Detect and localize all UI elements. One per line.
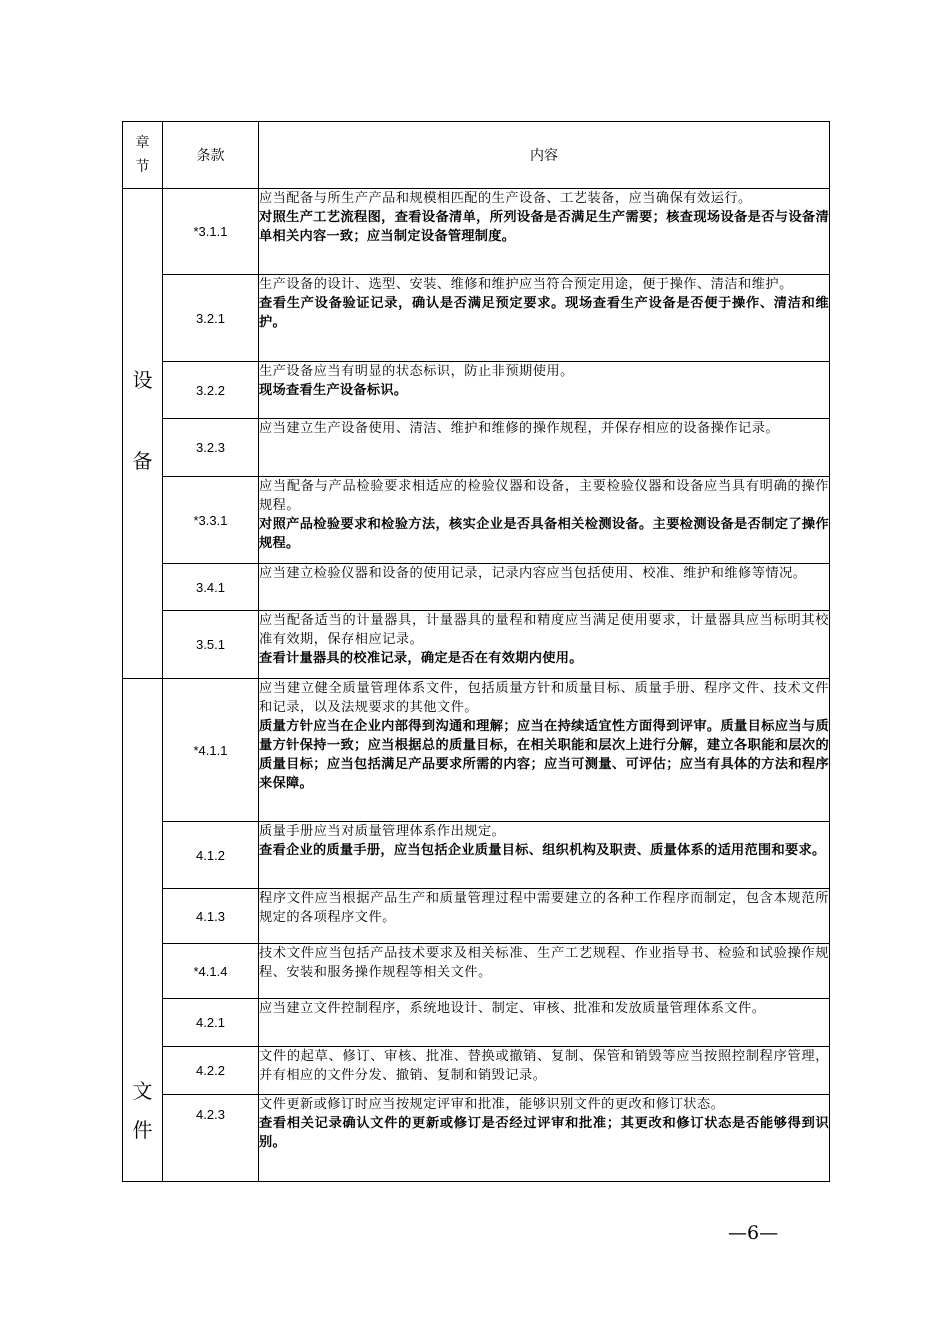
- clause-content: [259, 822, 830, 889]
- header-row: [123, 122, 830, 189]
- clause-number: 3.5.1: [163, 611, 259, 679]
- table-row: [123, 1095, 830, 1182]
- table-row: [123, 999, 830, 1047]
- check-text: 质量方针应当在企业内部得到沟通和理解；应当在持续适宜性方面得到评审。质量目标应当与质量方针保持一致；应当根据总的质量目标，在相关职能和层次上进行分解，建立各职能和层次的质量目标；应当包括满足产品要求所需的内容；应当可测量、可评估；应当有具体的方法和程序来保障。: [259, 719, 829, 791]
- clause-content: [259, 362, 830, 419]
- table-row: [123, 477, 830, 564]
- header-chapter: [123, 122, 163, 189]
- table-row: [123, 564, 830, 611]
- clause-number: 4.1.2: [163, 822, 259, 889]
- table-row: [123, 1047, 830, 1095]
- clause-content: [259, 679, 830, 822]
- requirement-text: 质量手册应当对质量管理体系作出规定。: [259, 824, 506, 839]
- clause-content: [259, 611, 830, 679]
- clause-number: *4.1.4: [163, 944, 259, 999]
- requirement-text: 文件更新或修订时应当按规定评审和批准，能够识别文件的更改和修订状态。: [259, 1097, 725, 1112]
- requirement-text: 技术文件应当包括产品技术要求及相关标准、生产工艺规程、作业指导书、检验和试验操作规程、安装和服务操作规程等相关文件。: [259, 946, 829, 980]
- clause-content: [259, 275, 830, 362]
- check-text: 现场查看生产设备标识。: [259, 383, 408, 398]
- table-row: [123, 611, 830, 679]
- clause-number: 4.2.3: [163, 1095, 259, 1182]
- table-row: [123, 419, 830, 477]
- requirement-text: 程序文件应当根据产品生产和质量管理过程中需要建立的各种工作程序而制定，包含本规范所规定的各项程序文件。: [259, 891, 829, 925]
- clause-number: *3.1.1: [163, 189, 259, 275]
- chapter-char-top: 设: [132, 368, 153, 392]
- table-row: [123, 362, 830, 419]
- check-text: 查看相关记录确认文件的更新或修订是否经过评审和批准；其更改和修订状态是否能够得到识别。: [259, 1116, 829, 1150]
- requirement-text: 应当建立生产设备使用、清洁、维护和维修的操作规程，并保存相应的设备操作记录。: [259, 421, 780, 436]
- clause-number: 3.2.3: [163, 419, 259, 477]
- page-number: —6—: [728, 1222, 779, 1244]
- clause-number: 4.2.1: [163, 999, 259, 1047]
- check-text: 对照生产工艺流程图，查看设备清单，所列设备是否满足生产需要；核查现场设备是否与设备清单相关内容一致；应当制定设备管理制度。: [259, 210, 829, 244]
- table-row: [123, 889, 830, 944]
- clause-content: [259, 1095, 830, 1182]
- clause-content: [259, 889, 830, 944]
- clause-content: [259, 189, 830, 275]
- clause-number: 3.2.2: [163, 362, 259, 419]
- clause-content: [259, 419, 830, 477]
- requirements-table: [122, 121, 830, 1182]
- chapter-char-bottom: 件: [132, 1118, 153, 1142]
- requirement-text: 应当配备与产品检验要求相适应的检验仪器和设备，主要检验仪器和设备应当具有明确的操作规程。: [259, 479, 829, 513]
- requirement-text: 生产设备的设计、选型、安装、维修和维护应当符合预定用途，便于操作、清洁和维护。: [259, 277, 793, 292]
- table-row: [123, 944, 830, 999]
- requirement-text: 应当建立文件控制程序，系统地设计、制定、审核、批准和发放质量管理体系文件。: [259, 1001, 766, 1016]
- chapter-equipment: [123, 189, 163, 679]
- requirement-text: 生产设备应当有明显的状态标识，防止非预期使用。: [259, 364, 574, 379]
- check-text: 查看生产设备验证记录，确认是否满足预定要求。现场查看生产设备是否便于操作、清洁和维护。: [259, 296, 829, 330]
- requirement-text: 文件的起草、修订、审核、批准、替换或撤销、复制、保管和销毁等应当按照控制程序管理，并有相应的文件分发、撤销、复制和销毁记录。: [259, 1049, 829, 1083]
- chapter-char-top: 文: [132, 1079, 153, 1103]
- chapter-char-bottom: 备: [132, 449, 153, 473]
- header-clause: 条款: [163, 122, 259, 189]
- clause-number: *4.1.1: [163, 679, 259, 822]
- clause-number: 4.2.2: [163, 1047, 259, 1095]
- header-chapter-top: 章: [135, 135, 150, 151]
- requirement-text: 应当配备与所生产产品和规模相匹配的生产设备、工艺装备，应当确保有效运行。: [259, 191, 752, 206]
- header-content: 内容: [259, 122, 830, 189]
- requirement-text: 应当建立检验仪器和设备的使用记录，记录内容应当包括使用、校准、维护和维修等情况。: [259, 566, 807, 581]
- clause-number: *3.3.1: [163, 477, 259, 564]
- check-text: 查看计量器具的校准记录，确定是否在有效期内使用。: [259, 651, 583, 666]
- table-row: [123, 679, 830, 822]
- table-row: [123, 275, 830, 362]
- check-text: 对照产品检验要求和检验方法，核实企业是否具备相关检测设备。主要检测设备是否制定了操作规程。: [259, 517, 829, 551]
- requirement-text: 应当建立健全质量管理体系文件，包括质量方针和质量目标、质量手册、程序文件、技术文件和记录，以及法规要求的其他文件。: [259, 681, 829, 715]
- clause-content: [259, 944, 830, 999]
- table-row: [123, 822, 830, 889]
- table-row: [123, 189, 830, 275]
- check-text: 查看企业的质量手册，应当包括企业质量目标、组织机构及职责、质量体系的适用范围和要求。: [259, 843, 826, 858]
- chapter-documents: [123, 679, 163, 1182]
- clause-content: [259, 999, 830, 1047]
- clause-number: 3.4.1: [163, 564, 259, 611]
- requirement-text: 应当配备适当的计量器具，计量器具的量程和精度应当满足使用要求，计量器具应当标明其校准有效期，保存相应记录。: [259, 613, 829, 647]
- clause-number: 3.2.1: [163, 275, 259, 362]
- clause-content: [259, 564, 830, 611]
- clause-content: [259, 1047, 830, 1095]
- clause-content: [259, 477, 830, 564]
- header-chapter-bottom: 节: [135, 159, 150, 175]
- clause-number: 4.1.3: [163, 889, 259, 944]
